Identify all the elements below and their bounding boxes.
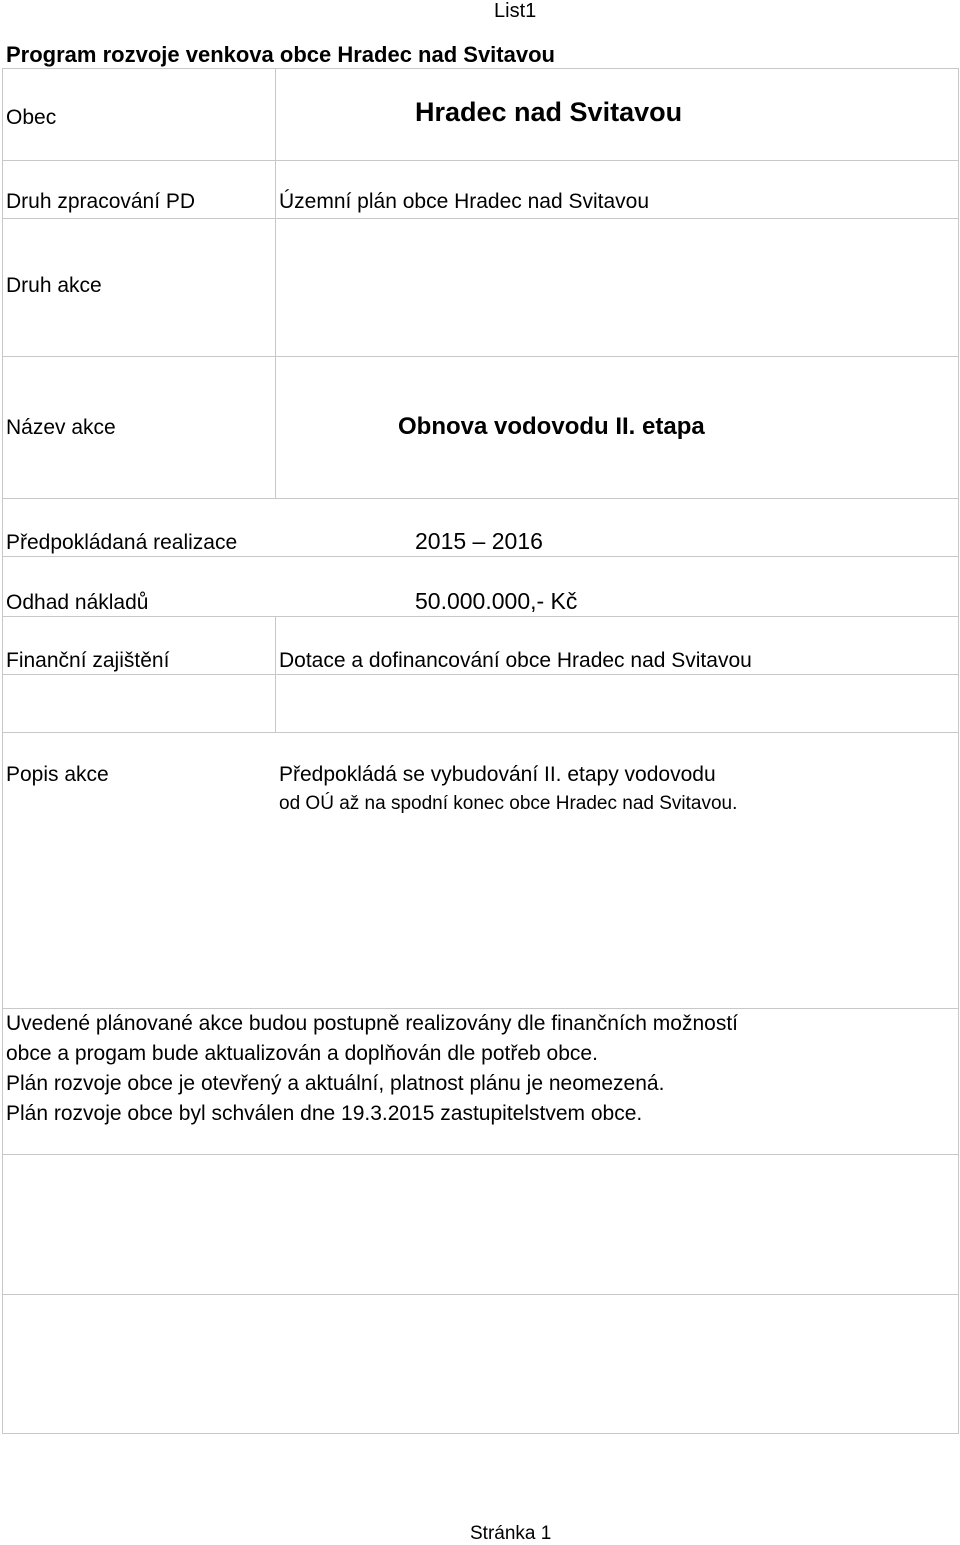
naklady-value: 50.000.000,- Kč: [415, 588, 578, 614]
realizace-value: 2015 – 2016: [415, 528, 543, 554]
grid-line: [275, 68, 276, 498]
row-label-obec: Obec: [6, 106, 57, 129]
popis-akce-line-1: Předpokládá se vybudování II. etapy vodovodu: [279, 763, 716, 786]
grid-line: [2, 674, 959, 675]
grid-line: [2, 1154, 959, 1155]
grid-line: [2, 732, 959, 733]
note-line: Plán rozvoje obce byl schválen dne 19.3.2015 zastupitelstvem obce.: [6, 1102, 643, 1125]
nazev-akce-value: Obnova vodovodu II. etapa: [398, 413, 705, 440]
row-label-naklady: Odhad nákladů: [6, 591, 149, 614]
grid-line: [2, 356, 959, 357]
row-label-druh-akce: Druh akce: [6, 274, 102, 297]
druh-zpracovani-value: Územní plán obce Hradec nad Svitavou: [279, 190, 650, 213]
notes-block: [6, 1009, 946, 1129]
row-label-realizace: Předpokládaná realizace: [6, 531, 238, 554]
grid-line: [2, 68, 3, 1433]
popis-akce-line-2: od OÚ až na spodní konec obce Hradec nad Svitavou.: [279, 793, 738, 814]
note-line: obce a progam bude aktualizován a doplňován dle potřeb obce.: [6, 1042, 598, 1065]
page-footer: Stránka 1: [470, 1523, 552, 1544]
grid-line: [275, 616, 276, 732]
grid-line: [2, 160, 959, 161]
note-line: Plán rozvoje obce je otevřený a aktuální, platnost plánu je neomezená.: [6, 1072, 665, 1095]
grid-line: [2, 1433, 959, 1434]
grid-line: [2, 68, 959, 69]
grid-line: [2, 1294, 959, 1295]
document-title: Program rozvoje venkova obce Hradec nad Svitavou: [6, 42, 555, 67]
obec-value: Hradec nad Svitavou: [415, 97, 683, 127]
sheet-name: List1: [494, 0, 537, 22]
note-line: Uvedené plánované akce budou postupně realizovány dle finančních možností: [6, 1012, 738, 1035]
grid-line: [958, 68, 959, 1433]
grid-line: [2, 616, 959, 617]
grid-line: [2, 218, 959, 219]
row-label-popis-akce: Popis akce: [6, 763, 109, 786]
row-label-nazev-akce: Název akce: [6, 416, 116, 439]
row-label-financni-zajisteni: Finanční zajištění: [6, 649, 170, 672]
financni-zajisteni-value: Dotace a dofinancování obce Hradec nad Svitavou: [279, 649, 752, 672]
row-label-druh-zpracovani: Druh zpracování PD: [6, 190, 196, 213]
grid-line: [2, 556, 959, 557]
grid-line: [2, 498, 959, 499]
